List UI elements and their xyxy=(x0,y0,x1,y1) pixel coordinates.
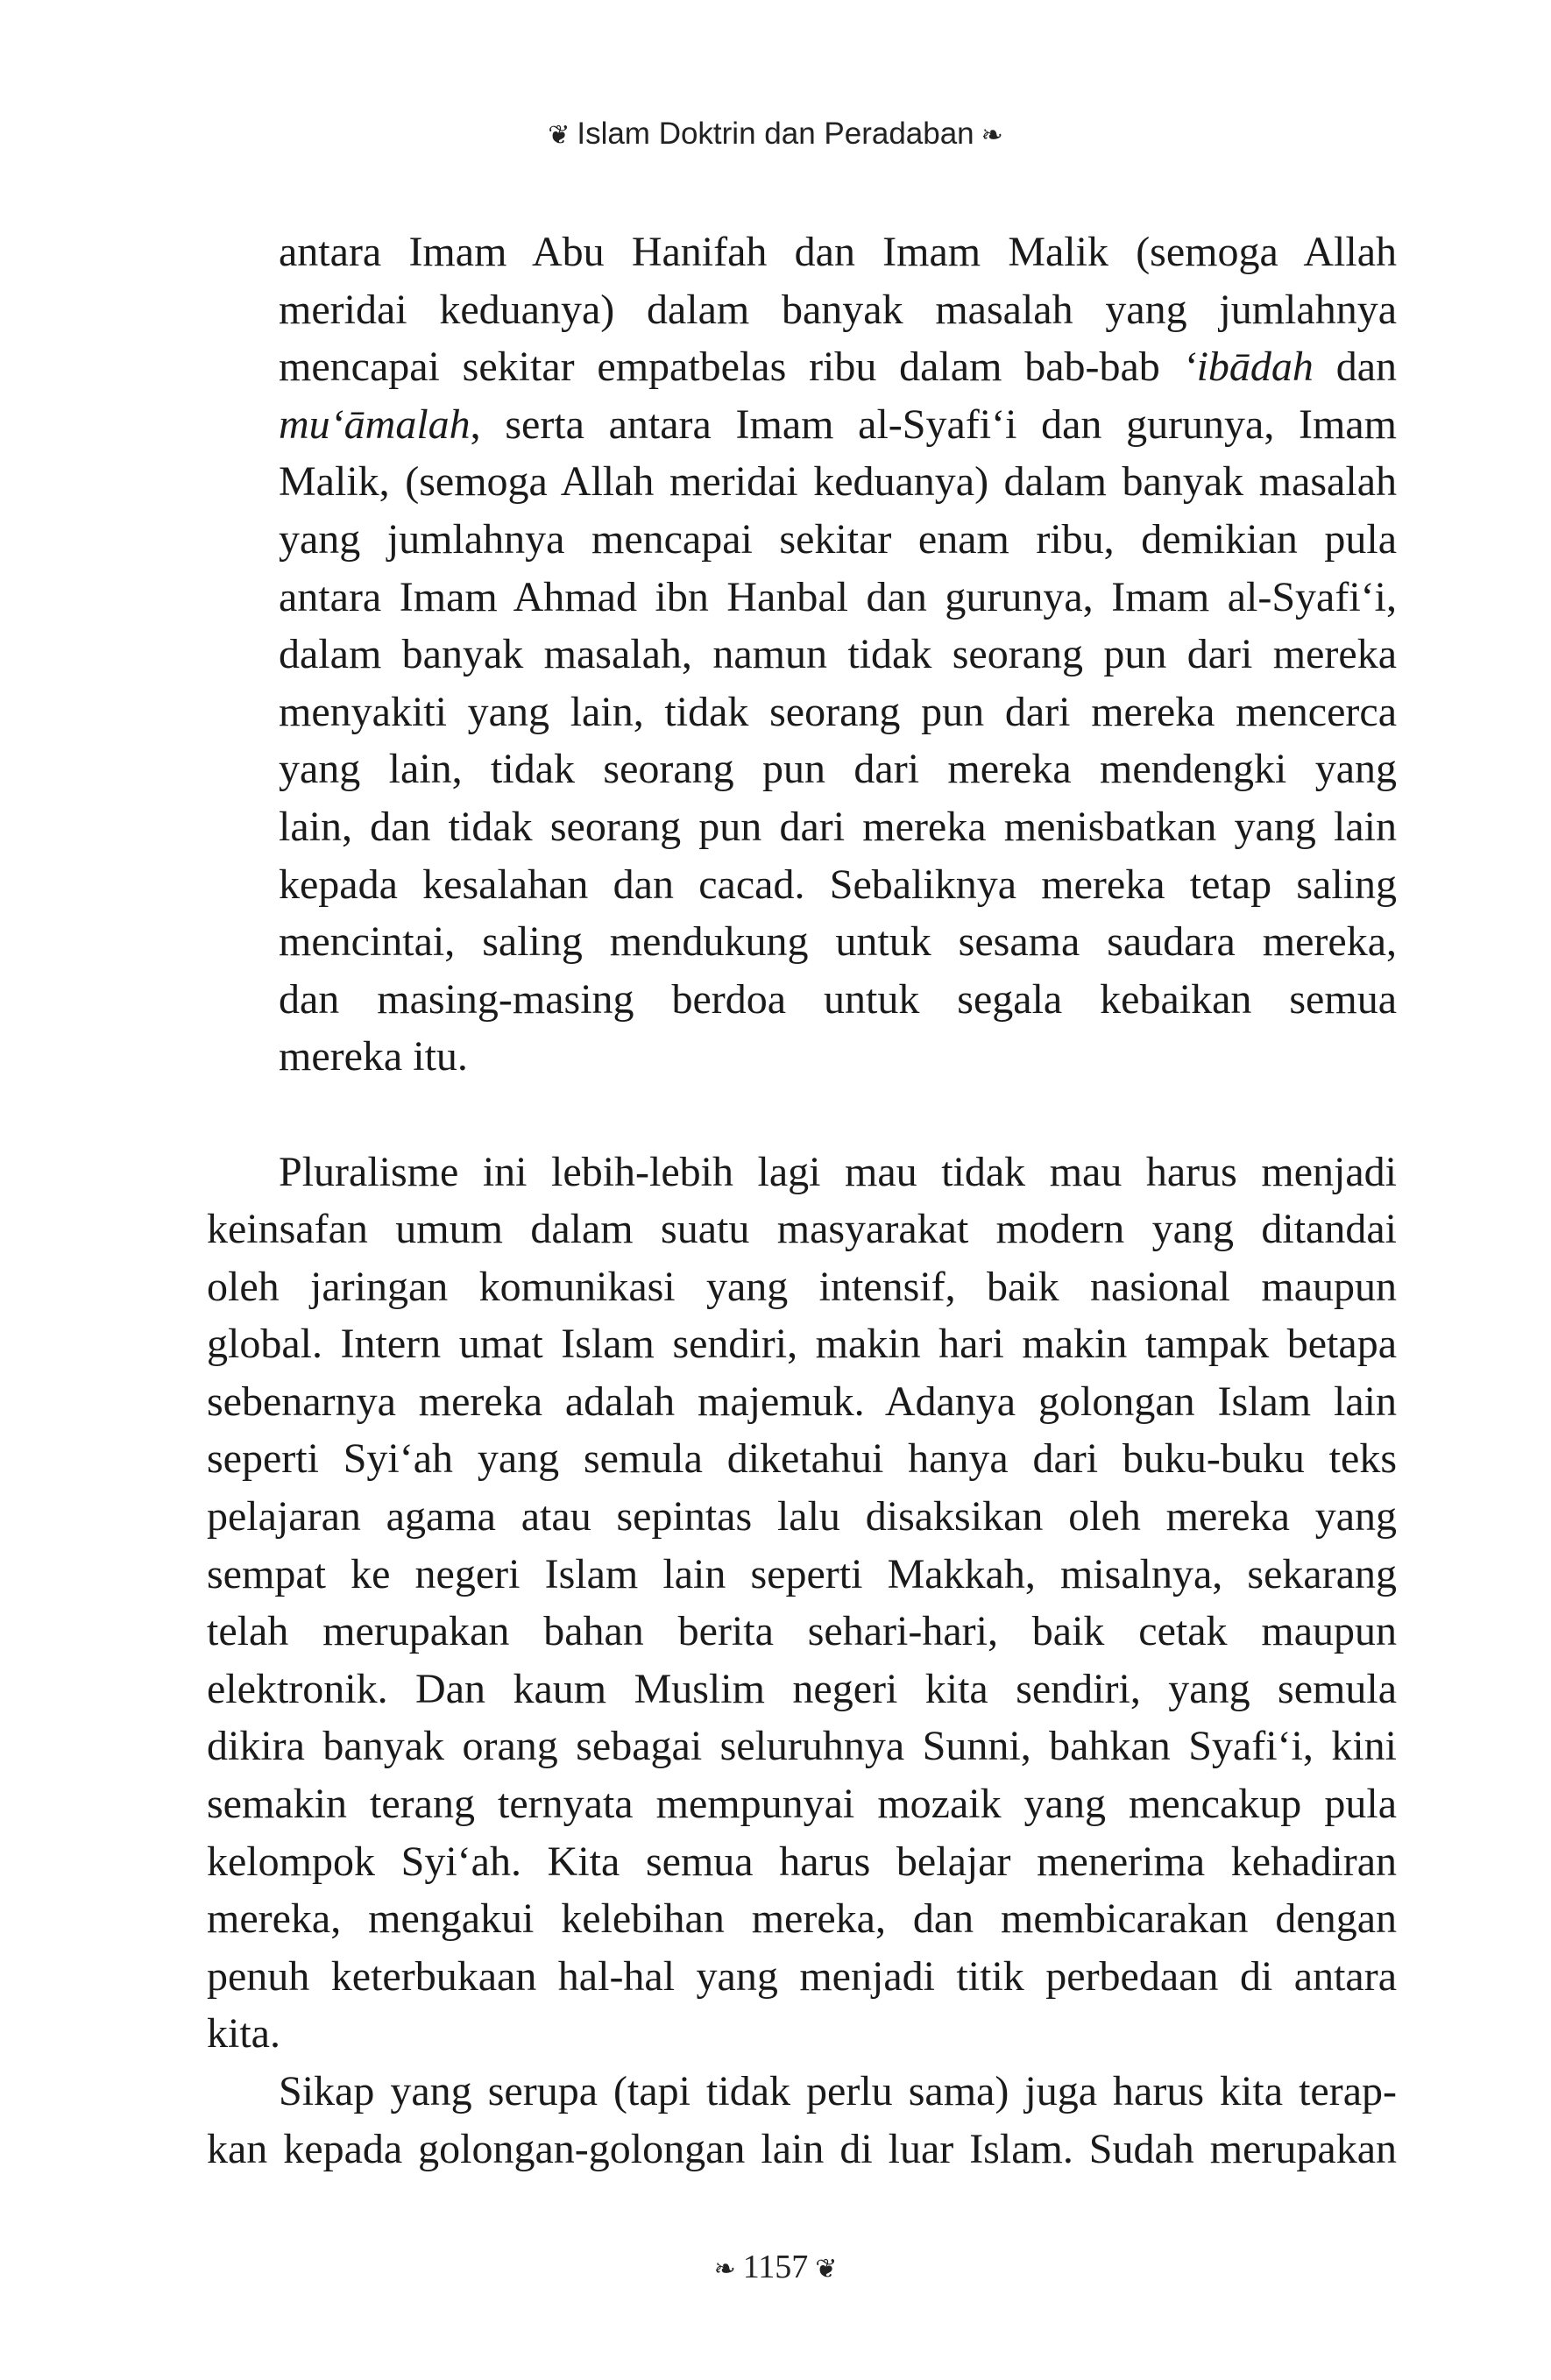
quote-text: menyakiti yang lain, tidak seorang pun dari mereka mencerca xyxy=(279,688,1397,735)
paragraph-line: pelajaran agama atau sepintas lalu disaksikan oleh mereka yang xyxy=(207,1493,1397,1541)
paragraph-line: kelompok Syi‘ah. Kita semua harus belajar menerima kehadiran xyxy=(207,1838,1397,1885)
quote-text: kepada kesalahan dan cacad. Sebaliknya mereka tetap saling xyxy=(279,861,1397,908)
paragraph-2 xyxy=(207,2063,1397,2178)
quote-line xyxy=(279,971,1397,1029)
paragraph-line: kita. xyxy=(207,2010,280,2058)
paragraph-line: Sikap yang serupa (tapi tidak perlu sama) juga harus kita terap- xyxy=(279,2068,1397,2114)
paragraph-line: semakin terang ternyata mempunyai mozaik yang mencakup pula xyxy=(207,1781,1397,1828)
quote-line xyxy=(279,396,1397,454)
quote-line xyxy=(279,223,1397,281)
block-quote xyxy=(207,223,1397,1086)
quote-text: mereka itu. xyxy=(279,1033,468,1080)
paragraph-line: seperti Syi‘ah yang semula diketahui hanya dari buku-buku teks xyxy=(207,1435,1397,1483)
paragraph-line: mereka, mengakui kelebihan mereka, dan membicarakan dengan xyxy=(207,1895,1397,1943)
paragraph-line: keinsafan umum dalam suatu masyarakat modern yang ditandai xyxy=(207,1206,1397,1253)
quote-text: dalam banyak masalah, namun tidak seorang pun dari mereka xyxy=(279,631,1397,678)
italic-term: ‘ibādah xyxy=(1182,344,1314,391)
quote-text: meridai keduanya) dalam banyak masalah yang jumlahnya xyxy=(279,286,1397,333)
quote-line xyxy=(279,913,1397,971)
italic-term: mu‘āmalah xyxy=(279,400,471,448)
quote-text: dan xyxy=(1313,344,1398,391)
quote-line xyxy=(279,626,1397,684)
paragraph-line: penuh keterbukaan hal-hal yang menjadi titik perbedaan di antara xyxy=(207,1952,1397,2000)
paragraph-line: Pluralisme ini lebih-lebih lagi mau tidak mau harus menjadi xyxy=(279,1148,1397,1195)
quote-text: dan masing-masing berdoa untuk segala kebaikan semua xyxy=(279,975,1397,1023)
quote-text: antara Imam Abu Hanifah dan Imam Malik (semoga Allah xyxy=(279,229,1397,275)
paragraph-line: sebenarnya mereka adalah majemuk. Adanya golongan Islam lain xyxy=(207,1378,1397,1425)
quote-text: lain, dan tidak seorang pun dari mereka menisbatkan yang lain xyxy=(279,803,1397,850)
footer-ornament-right-icon: ❦ xyxy=(815,2254,838,2284)
quote-text: yang lain, tidak seorang pun dari mereka mendengki yang xyxy=(279,746,1397,793)
paragraph-line: elektronik. Dan kaum Muslim negeri kita sendiri, yang semula xyxy=(207,1665,1397,1712)
paragraph-line: dikira banyak orang sebagai seluruhnya Sunni, bahkan Syafi‘i, kini xyxy=(207,1723,1397,1770)
quote-line xyxy=(279,511,1397,569)
quote-text: Malik, (semoga Allah meridai keduanya) dalam banyak masalah xyxy=(279,458,1397,506)
quote-text: , serta antara Imam al-Syafi‘i dan gurunya, Imam xyxy=(470,400,1397,448)
quote-line xyxy=(279,1028,1397,1086)
quote-line xyxy=(279,740,1397,798)
page-footer xyxy=(0,2245,1551,2291)
paragraph-line: kan kepada golongan-golongan lain di luar Islam. Sudah merupakan xyxy=(207,2125,1397,2172)
quote-line xyxy=(279,798,1397,856)
paragraph-line: oleh jaringan komunikasi yang intensif, baik nasional maupun xyxy=(207,1263,1397,1310)
quote-text: yang jumlahnya mencapai sekitar enam ribu, demikian pula xyxy=(279,515,1397,563)
page-body xyxy=(207,223,1397,2178)
ornament-right-icon: ❧ xyxy=(981,120,1003,151)
quote-line xyxy=(279,453,1397,511)
book-title: Islam Doktrin dan Peradaban xyxy=(577,117,974,151)
paragraph-line: telah merupakan bahan berita sehari-hari, baik cetak maupun xyxy=(207,1608,1397,1655)
quote-text: antara Imam Ahmad ibn Hanbal dan gurunya, Imam al-Syafi‘i, xyxy=(279,573,1397,620)
quote-text: mencintai, saling mendukung untuk sesama saudara mereka, xyxy=(279,918,1397,966)
quote-line xyxy=(279,281,1397,339)
quote-line xyxy=(279,569,1397,627)
paragraph-line: global. Intern umat Islam sendiri, makin hari makin tampak betapa xyxy=(207,1321,1397,1368)
ornament-left-icon: ❦ xyxy=(548,120,570,151)
paragraph-gap xyxy=(207,1086,1397,1144)
quote-line xyxy=(279,856,1397,914)
running-header xyxy=(0,112,1551,158)
paragraph-line: sempat ke negeri Islam lain seperti Makkah, misalnya, sekarang xyxy=(207,1550,1397,1597)
quote-text: mencapai sekitar empatbelas ribu dalam bab-bab xyxy=(279,344,1183,391)
footer-ornament-left-icon: ❧ xyxy=(713,2254,736,2284)
paragraph-1 xyxy=(207,1144,1397,2064)
page-number: 1157 xyxy=(742,2249,809,2285)
quote-line xyxy=(279,684,1397,741)
quote-line xyxy=(279,338,1397,396)
